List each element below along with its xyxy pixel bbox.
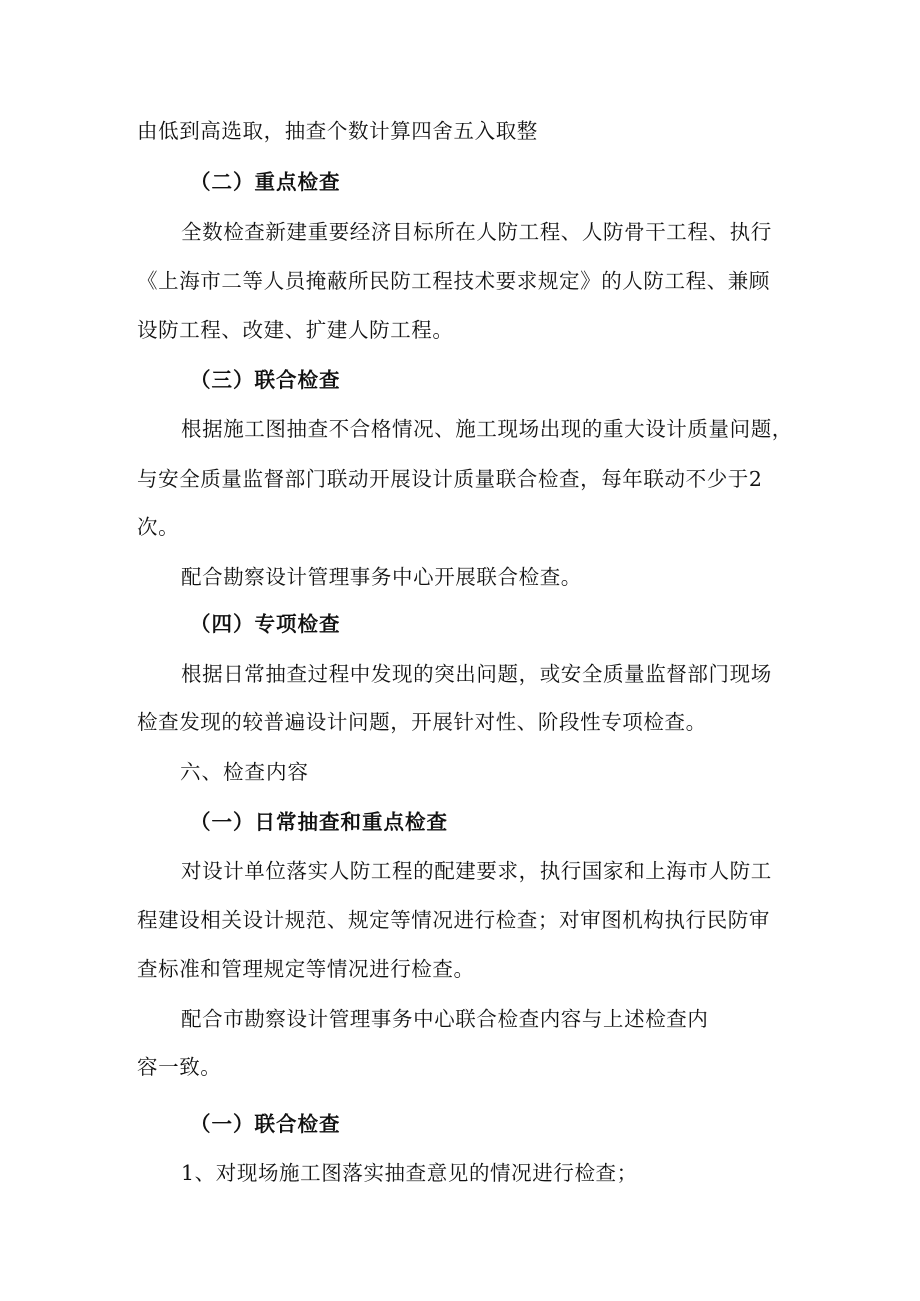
body-text-line: 查标准和管理规定等情况进行检查。 <box>137 957 475 981</box>
body-text-line: 配合市勘察设计管理事务中心联合检查内容与上述检查内 <box>181 1007 709 1031</box>
body-text-line: 1、对现场施工图落实抽查意见的情况进行检查； <box>181 1161 638 1185</box>
body-text-line: 根据日常抽查过程中发现的突出问题，或安全质量监督部门现场 <box>181 662 772 686</box>
body-text-line: 程建设相关设计规范、规定等情况进行检查；对审图机构执行民防审 <box>137 908 770 932</box>
section-heading-daily-and-key-inspection: （一）日常抽查和重点检查 <box>190 810 448 834</box>
section-heading-key-inspection: （二）重点检查 <box>190 170 341 194</box>
body-text-line: 检查发现的较普遍设计问题，开展针对性、阶段性专项检查。 <box>137 710 707 734</box>
body-text-line: 《上海市二等人员掩蔽所民防工程技术要求规定》的人防工程、兼顾 <box>137 269 770 293</box>
body-text-line: 与安全质量监督部门联动开展设计质量联合检查，每年联动不少于2 <box>137 467 763 491</box>
body-text-line: 设防工程、改建、扩建人防工程。 <box>137 318 454 342</box>
body-text-line: 根据施工图抽查不合格情况、施工现场出现的重大设计质量问题， <box>181 417 793 441</box>
body-text-line: 次。 <box>137 515 180 539</box>
section-heading-special-inspection: （四）专项检查 <box>190 612 341 636</box>
section-heading-joint-inspection: （三）联合检查 <box>190 368 341 392</box>
body-text-line: 由低到高选取，抽查个数计算四舍五入取整 <box>137 119 538 143</box>
body-text-line: 容一致。 <box>137 1055 222 1079</box>
body-text-line: 全数检查新建重要经济目标所在人防工程、人防骨干工程、执行 <box>181 220 772 244</box>
body-text-line: 对设计单位落实人防工程的配建要求，执行国家和上海市人防工 <box>181 859 772 883</box>
section-heading-joint-inspection-2: （一）联合检查 <box>190 1112 341 1136</box>
body-text-line: 配合勘察设计管理事务中心开展联合检查。 <box>181 565 582 589</box>
chapter-heading-inspection-content: 六、检查内容 <box>180 760 309 784</box>
